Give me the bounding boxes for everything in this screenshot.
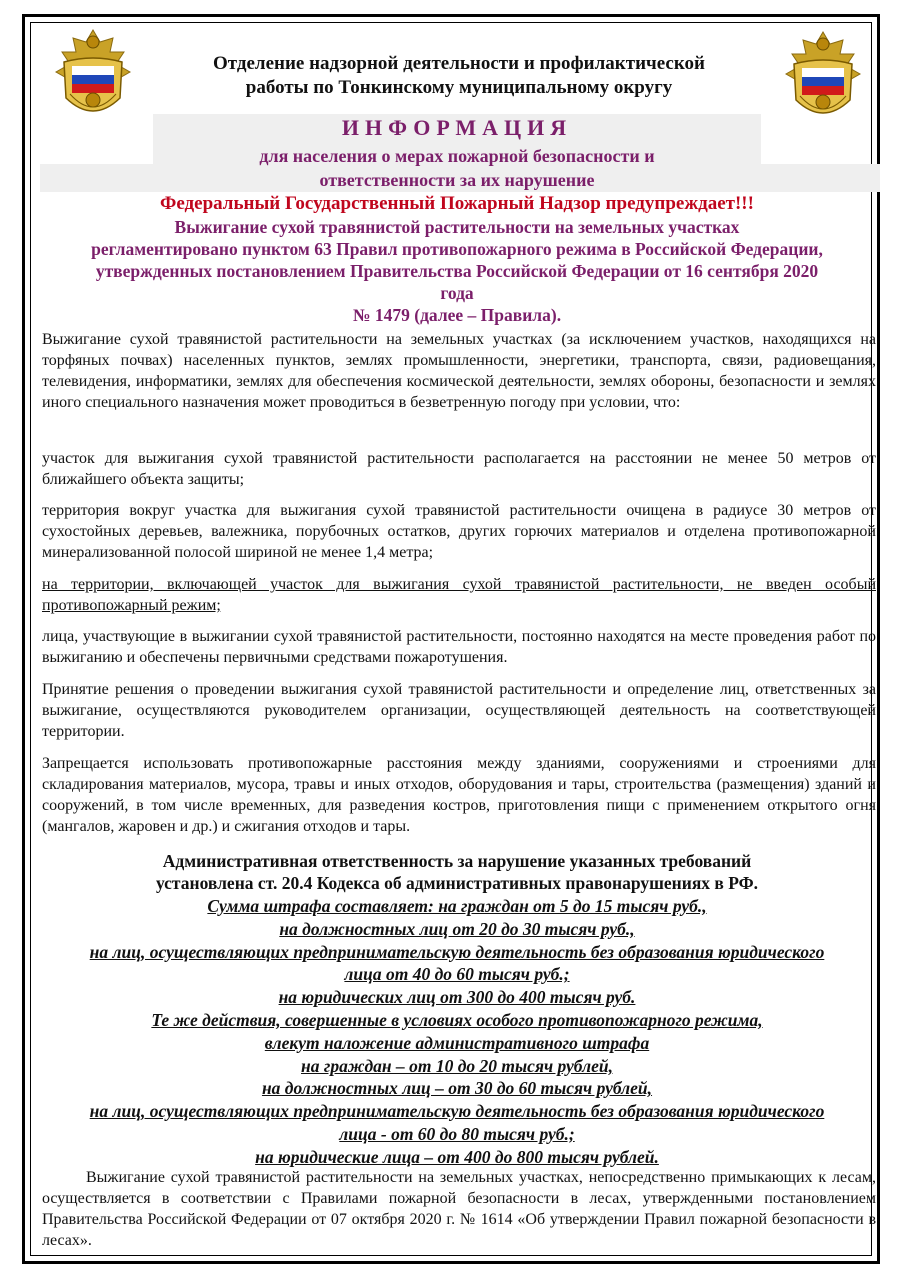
header-line-1: Отделение надзорной деятельности и профилактической — [213, 53, 705, 74]
fine-line: на юридические лица – от 400 до 800 тысяч рублей. — [255, 1146, 659, 1167]
regs-line-5: № 1479 (далее – Правила). — [352, 305, 562, 325]
department-header — [148, 52, 770, 100]
paragraph-conditions: Выжигание сухой травянистой растительности на земельных участках (за исключением участков, находящихся на торфяных почвах) населенных пунктов, землях промышленности, энергетики, транспорта, связи, радиовещания, телевидения, информатики, землях для обеспечения космической деятельности, землях обороны, безопасности и землях иного специального назначения может проводиться в безветренную погоду при условии, что: — [42, 331, 876, 411]
administrative-liability — [38, 850, 876, 894]
info-subtitle-line-2: ответственности за их нарушение — [319, 170, 595, 190]
notice-page — [38, 26, 876, 1256]
paragraph-prohibition: Запрещается использовать противопожарные расстояния между зданиями, сооружениями и строениями для складирования материалов, мусора, травы и иных отходов, оборудования и тары, строительства (размещения) зданий и сооружений, в том числе временных, для разведения костров, приготовления пищи с применением открытого огня (мангалов, жаровен и др.) и сжигания отходов и тары. — [42, 755, 876, 835]
fines-list — [38, 895, 876, 1169]
fine-line: на должностных лиц от 20 до 30 тысяч руб., — [279, 918, 635, 939]
fine-line: на юридических лиц от 300 до 400 тысяч руб. — [278, 987, 636, 1008]
header-line-2: работы по Тонкинскому муниципальному округу — [245, 77, 673, 98]
fine-line: на должностных лиц – от 30 до 60 тысяч рублей, — [261, 1078, 653, 1099]
paragraph-decision: Принятие решения о проведении выжигания сухой травянистой растительности и определение лиц, ответственных за выжигание, осуществляются руководителем организации, осуществляющей деятельность на соответствующей территории. — [42, 681, 876, 740]
paragraph-clearance: территория вокруг участка для выжигания сухой травянистой растительности очищена в радиусе 30 метров от сухостойных деревьев, валежника, порубочных остатков, других горючих материалов и отделена противопожарной минерализованной полосой шириной не менее 1,4 метра; — [42, 502, 876, 561]
regs-line-2: регламентировано пунктом 63 Правил противопожарного режима в Российской Федерации, — [91, 239, 823, 259]
fine-line: Сумма штрафа составляет: на граждан от 5 до 15 тысяч руб., — [207, 896, 707, 916]
admin-line-2: установлена ст. 20.4 Кодекса об административных правонарушениях в РФ. — [155, 873, 759, 893]
fine-line: Те же действия, совершенные в условиях особого противопожарного режима, — [151, 1009, 763, 1030]
warning-heading: Федеральный Государственный Пожарный Надзор предупреждает!!! — [160, 193, 754, 214]
regulation-reference — [38, 216, 876, 326]
paragraph-persons-present: лица, участвующие в выжигании сухой травянистой растительности, постоянно находятся на месте проведения работ по выжиганию и обеспечены первичными средствами пожаротушения. — [42, 628, 876, 666]
fire-supervision-emblem-right — [780, 30, 866, 128]
fine-line: на граждан – от 10 до 20 тысяч рублей, — [301, 1055, 613, 1076]
fine-line: влекут наложение административного штрафа — [264, 1032, 650, 1053]
info-subtitle-line-1: для населения о мерах пожарной безопасности и — [259, 146, 655, 166]
regs-line-3: утвержденных постановлением Правительства Российской Федерации от 16 сентября 2020 — [95, 261, 819, 281]
regs-line-1: Выжигание сухой травянистой растительности на земельных участках — [174, 217, 740, 237]
fine-line: лица от 40 до 60 тысяч руб.; — [344, 964, 570, 985]
forest-rules-paragraph: Выжигание сухой травянистой растительности на земельных участках, непосредственно примыкающих к лесам, осуществляется в соответствии с Правилами пожарной безопасности в лесах, утвержденными постановлением Правительства Российской Федерации от 07 октября 2020 г. № 1614 «Об утверждении Правил пожарной безопасности в лесах». — [42, 1169, 876, 1249]
info-title: ИНФОРМАЦИЯ — [341, 115, 573, 140]
regs-line-4: года — [440, 283, 474, 303]
info-subtitle — [38, 144, 876, 192]
paragraph-no-special-regime: на территории, включающей участок для выжигания сухой травянистой растительности, не введен особый противопожарный режим; — [42, 576, 876, 614]
admin-line-1: Административная ответственность за нарушение указанных требований — [162, 851, 752, 871]
fire-supervision-emblem-left — [50, 28, 136, 126]
fine-line: на лиц, осуществляющих предпринимательскую деятельность без образования юридического — [89, 1101, 825, 1122]
paragraph-distance: участок для выжигания сухой травянистой растительности располагается на расстоянии не менее 50 метров от ближайшего объекта защиты; — [42, 450, 876, 488]
fine-line: лица - от 60 до 80 тысяч руб.; — [339, 1123, 575, 1144]
fine-line: на лиц, осуществляющих предпринимательскую деятельность без образования юридического — [89, 941, 825, 962]
